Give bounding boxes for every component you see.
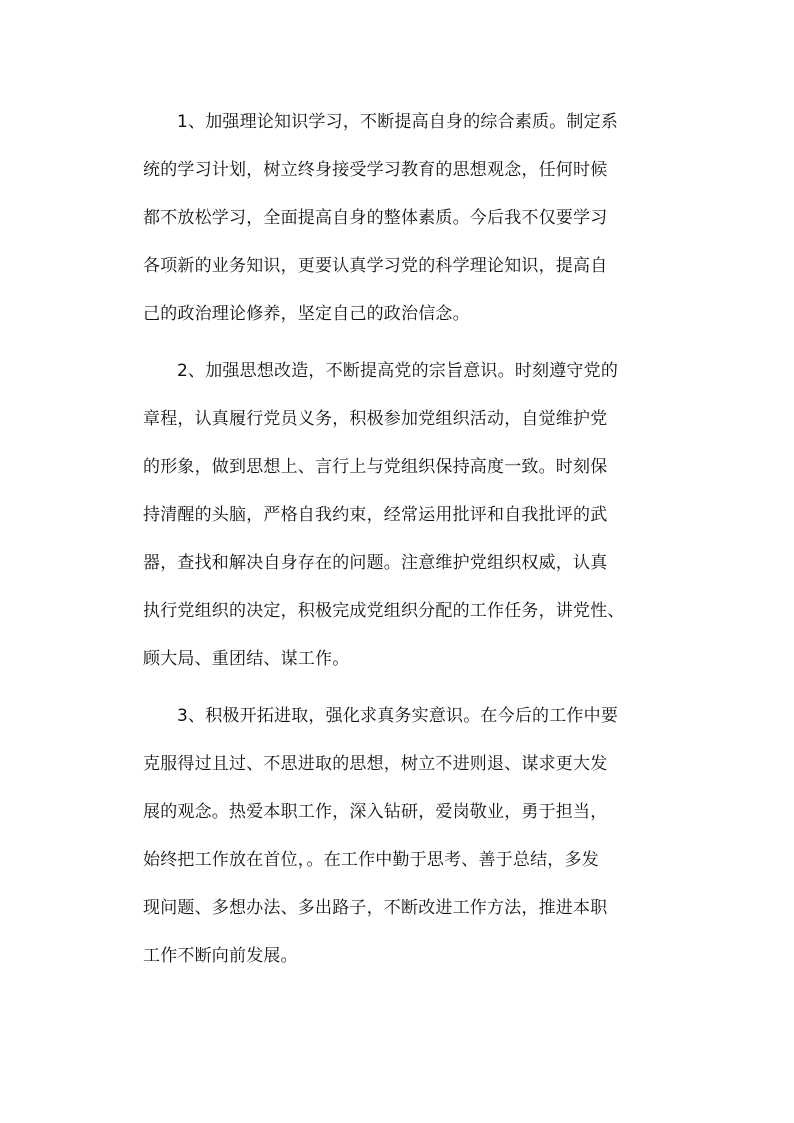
paragraph-2-line-3: 的形象，做到思想上、言行上与党组织保持高度一致。时刻保 <box>143 457 608 477</box>
paragraph-1-line-5: 己的政治理论修养，坚定自己的政治信念。 <box>143 304 470 324</box>
paragraph-1-line-3: 都不放松学习，全面提高自身的整体素质。今后我不仅要学习 <box>143 208 608 228</box>
paragraph-2-line-2: 章程，认真履行党员义务，积极参加党组织活动，自觉维护党 <box>143 409 608 429</box>
paragraph-3-line-4: 始终把工作放在首位，。在工作中勤于思考、善于总结，多发 <box>143 850 599 870</box>
paragraph-2-line-7: 顾大局、重团结、谋工作。 <box>143 649 350 669</box>
paragraph-3-line-3: 展的观念。热爱本职工作，深入钻研，爱岗敬业，勇于担当， <box>143 802 608 822</box>
paragraph-3-line-2: 克服得过且过、不思进取的思想，树立不进则退、谋求更大发 <box>143 754 608 774</box>
paragraph-2-line-1: 2、加强思想改造，不断提高党的宗旨意识。时刻遵守党的 <box>177 361 619 381</box>
paragraph-2-line-4: 持清醒的头脑，严格自我约束，经常运用批评和自我批评的武 <box>143 505 608 525</box>
paragraph-2-line-6: 执行党组织的决定，积极完成党组织分配的工作任务，讲党性、 <box>143 601 625 621</box>
paragraph-3-line-5: 现问题、多想办法、多出路子，不断改进工作方法，推进本职 <box>143 898 608 918</box>
paragraph-1-line-2: 统的学习计划，树立终身接受学习教育的思想观念，任何时候 <box>143 160 608 180</box>
paragraph-1-line-4: 各项新的业务知识，更要认真学习党的科学理论知识，提高自 <box>143 256 608 276</box>
paragraph-3-line-6: 工作不断向前发展。 <box>143 946 298 966</box>
paragraph-2-line-5: 器，查找和解决自身存在的问题。注意维护党组织权威，认真 <box>143 553 608 573</box>
paragraph-3-line-1: 3、积极开拓进取，强化求真务实意识。在今后的工作中要 <box>177 706 619 726</box>
paragraph-1-line-1: 1、加强理论知识学习，不断提高自身的综合素质。制定系 <box>177 112 619 132</box>
